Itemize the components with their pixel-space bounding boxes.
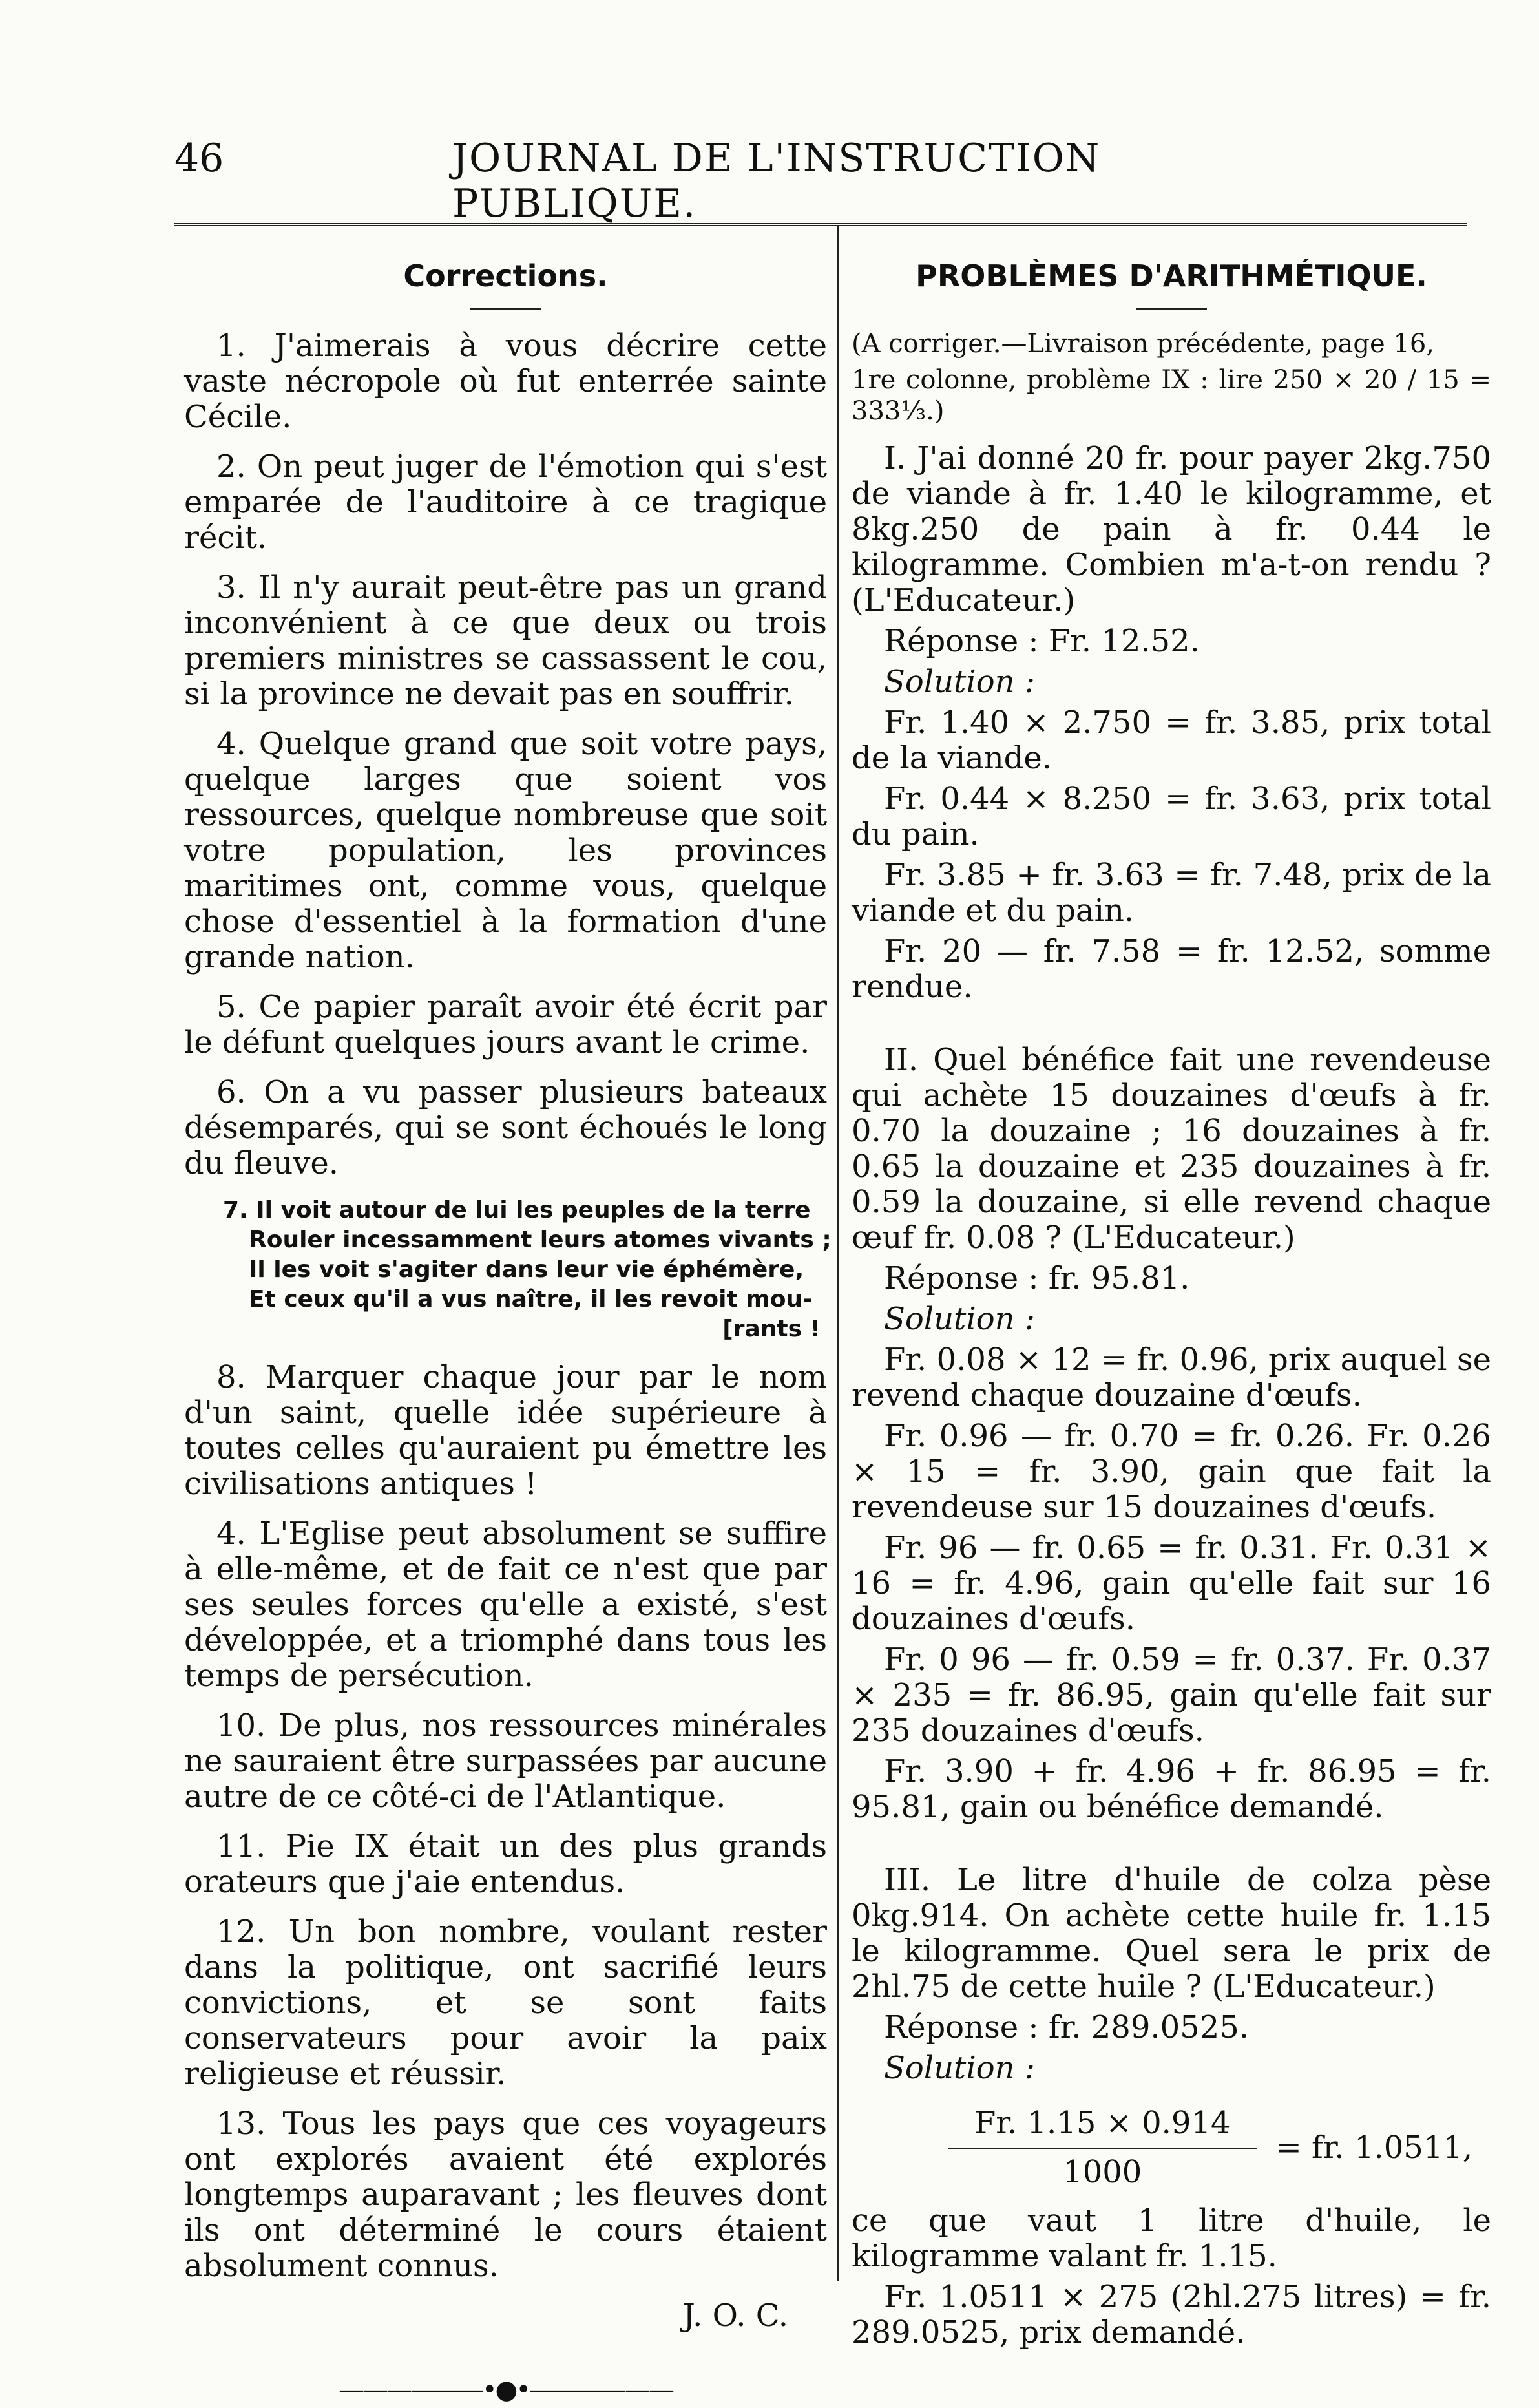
correction-item: 3. Il n'y aurait peut-être pas un grand inconvénient à ce que deux ou trois premiers ministres se cassassent le cou, si la province ne devait pas en souffrir. bbox=[184, 569, 827, 712]
problem-statement: I. J'ai donné 20 fr. pour payer 2kg.750 de viande à fr. 1.40 le kilogramme, et 8kg.250 de pain à fr. 0.44 le kilogramme. Combien m'a-t-on rendu ? (L'Educateur.) bbox=[852, 440, 1491, 618]
correction-item: 11. Pie IX était un des plus grands orateurs que j'aie entendus. bbox=[184, 1828, 827, 1900]
erratum-note: 1re colonne, problème IX : lire 250 × 20 / 15 = 333⅓.) bbox=[852, 365, 1491, 426]
solution-step: Fr. 3.90 + fr. 4.96 + fr. 86.95 = fr. 95.81, gain ou bénéfice demandé. bbox=[852, 1753, 1491, 1825]
correction-item: 10. De plus, nos ressources minérales ne sauraient être surpassées par aucune autre de ce côté-ci de l'Atlantique. bbox=[184, 1707, 827, 1815]
arithmetic-title: PROBLÈMES D'ARITHMÉTIQUE. bbox=[916, 259, 1427, 293]
answer: Réponse : fr. 95.81. bbox=[884, 1260, 1190, 1296]
solution-step: Fr. 0.08 × 12 = fr. 0.96, prix auquel se revend chaque douzaine d'œufs. bbox=[852, 1342, 1491, 1413]
correction-item: 4. Quelque grand que soit votre pays, quelque larges que soient vos ressources, quelque nombreuse que soit votre population, les provinces maritimes ont, comme vous, quelque chose d'essentiel à la formation d'une grande nation. bbox=[184, 726, 827, 975]
correction-item: 8. Marquer chaque jour par le nom d'un saint, quelle idée supérieure à toutes celles qu'auraient pu émettre les civilisations antiques ! bbox=[184, 1359, 827, 1502]
end-ornament: ——————•●•—————— bbox=[338, 2375, 673, 2405]
solution-step: Fr. 0.96 — fr. 0.70 = fr. 0.26. Fr. 0.26 × 15 = fr. 3.90, gain que fait la revendeuse sur 15 douzaines d'œufs. bbox=[852, 1418, 1491, 1525]
solution-step: Fr. 0.44 × 8.250 = fr. 3.63, prix total du pain. bbox=[852, 781, 1491, 852]
solution-step: Fr. 20 — fr. 7.58 = fr. 12.52, somme rendue. bbox=[852, 933, 1491, 1005]
poem-line: Rouler incessamment leurs atomes vivants ; bbox=[249, 1227, 832, 1253]
corrections-title: Corrections. bbox=[403, 259, 608, 293]
page-number: 46 bbox=[174, 136, 224, 181]
signature: J. O. C. bbox=[682, 2297, 788, 2334]
solution-label: Solution : bbox=[884, 2050, 1035, 2086]
column-divider bbox=[837, 226, 839, 2281]
poem-line: [rants ! bbox=[722, 1316, 821, 1342]
correction-item: 1. J'aimerais à vous décrire cette vaste nécropole où fut enterrée sainte Cécile. bbox=[184, 328, 827, 435]
poem-line: 7. Il voit autour de lui les peuples de la terre bbox=[223, 1197, 811, 1223]
correction-item: 12. Un bon nombre, voulant rester dans la politique, ont sacrifié leurs convictions, et se sont faits conservateurs pour avoir la paix religieuse et réussir. bbox=[184, 1914, 827, 2092]
fraction-result: = fr. 1.0511, bbox=[1275, 2129, 1473, 2166]
correction-item: 5. Ce papier paraît avoir été écrit par le défunt quelques jours avant le crime. bbox=[184, 989, 827, 1061]
correction-item: 6. On a vu passer plusieurs bateaux désemparés, qui se sont échoués le long du fleuve. bbox=[184, 1074, 827, 1181]
solution-step: Fr. 1.0511 × 275 (2hl.275 litres) = fr. 289.0525, prix demandé. bbox=[852, 2279, 1491, 2350]
fraction-denominator: 1000 bbox=[1063, 2154, 1142, 2190]
solution-step: Fr. 3.85 + fr. 3.63 = fr. 7.48, prix de la viande et du pain. bbox=[852, 857, 1491, 929]
solution-step: Fr. 96 — fr. 0.65 = fr. 0.31. Fr. 0.31 × 16 = fr. 4.96, gain qu'elle fait sur 16 douzaines d'œufs. bbox=[852, 1530, 1491, 1637]
title-rule bbox=[470, 308, 541, 310]
arithmetic-column bbox=[852, 259, 1491, 2365]
erratum-note: (A corriger.—Livraison précédente, page 16, bbox=[852, 329, 1434, 359]
answer: Réponse : Fr. 12.52. bbox=[884, 623, 1200, 659]
solution-label: Solution : bbox=[884, 664, 1035, 700]
poem-line: Et ceux qu'il a vus naître, il les revoit mou- bbox=[249, 1286, 813, 1313]
header-rule bbox=[174, 223, 1467, 226]
correction-item: 4. L'Eglise peut absolument se suffire à elle-même, et de fait ce n'est que par ses seules forces qu'elle a existé, s'est développée, et a triomphé dans tous les temps de persécution. bbox=[184, 1516, 827, 1694]
solution-step: Fr. 1.40 × 2.750 = fr. 3.85, prix total de la viande. bbox=[852, 704, 1491, 776]
solution-step: Fr. 0 96 — fr. 0.59 = fr. 0.37. Fr. 0.37 × 235 = fr. 86.95, gain qu'elle fait sur 235 douzaines d'œufs. bbox=[852, 1642, 1491, 1749]
poem-line: Il les voit s'agiter dans leur vie éphémère, bbox=[249, 1256, 804, 1283]
correction-item: 2. On peut juger de l'émotion qui s'est emparée de l'auditoire à ce tragique récit. bbox=[184, 449, 827, 556]
solution-step: ce que vaut 1 litre d'huile, le kilogramme valant fr. 1.15. bbox=[852, 2202, 1491, 2274]
poem-quote bbox=[223, 1196, 832, 1344]
fraction-formula bbox=[948, 2106, 1491, 2190]
correction-item: 13. Tous les pays que ces voyageurs ont explorés avaient été explorés longtemps auparavant ; les fleuves dont ils ont déterminé le cours étaient absolument connus. bbox=[184, 2106, 827, 2284]
title-rule bbox=[1136, 308, 1207, 310]
solution-label: Solution : bbox=[884, 1301, 1035, 1337]
problem-statement: III. Le litre d'huile de colza pèse 0kg.914. On achète cette huile fr. 1.15 le kilogramme. Quel sera le prix de 2hl.75 de cette huile ? (L'Educateur.) bbox=[852, 1862, 1491, 2005]
corrections-column bbox=[184, 259, 832, 2408]
running-title: JOURNAL DE L'INSTRUCTION PUBLIQUE. bbox=[452, 136, 1101, 226]
fraction-numerator: Fr. 1.15 × 0.914 bbox=[948, 2106, 1257, 2149]
answer: Réponse : fr. 289.0525. bbox=[884, 2009, 1250, 2045]
problem-statement: II. Quel bénéfice fait une revendeuse qui achète 15 douzaines d'œufs à fr. 0.70 la douzaine ; 16 douzaines à fr. 0.65 la douzaine et 235 douzaines à fr. 0.59 la douzaine, si elle revend chaque œuf fr. 0.08 ? (L'Educateur.) bbox=[852, 1042, 1491, 1256]
page-header bbox=[174, 136, 1234, 226]
